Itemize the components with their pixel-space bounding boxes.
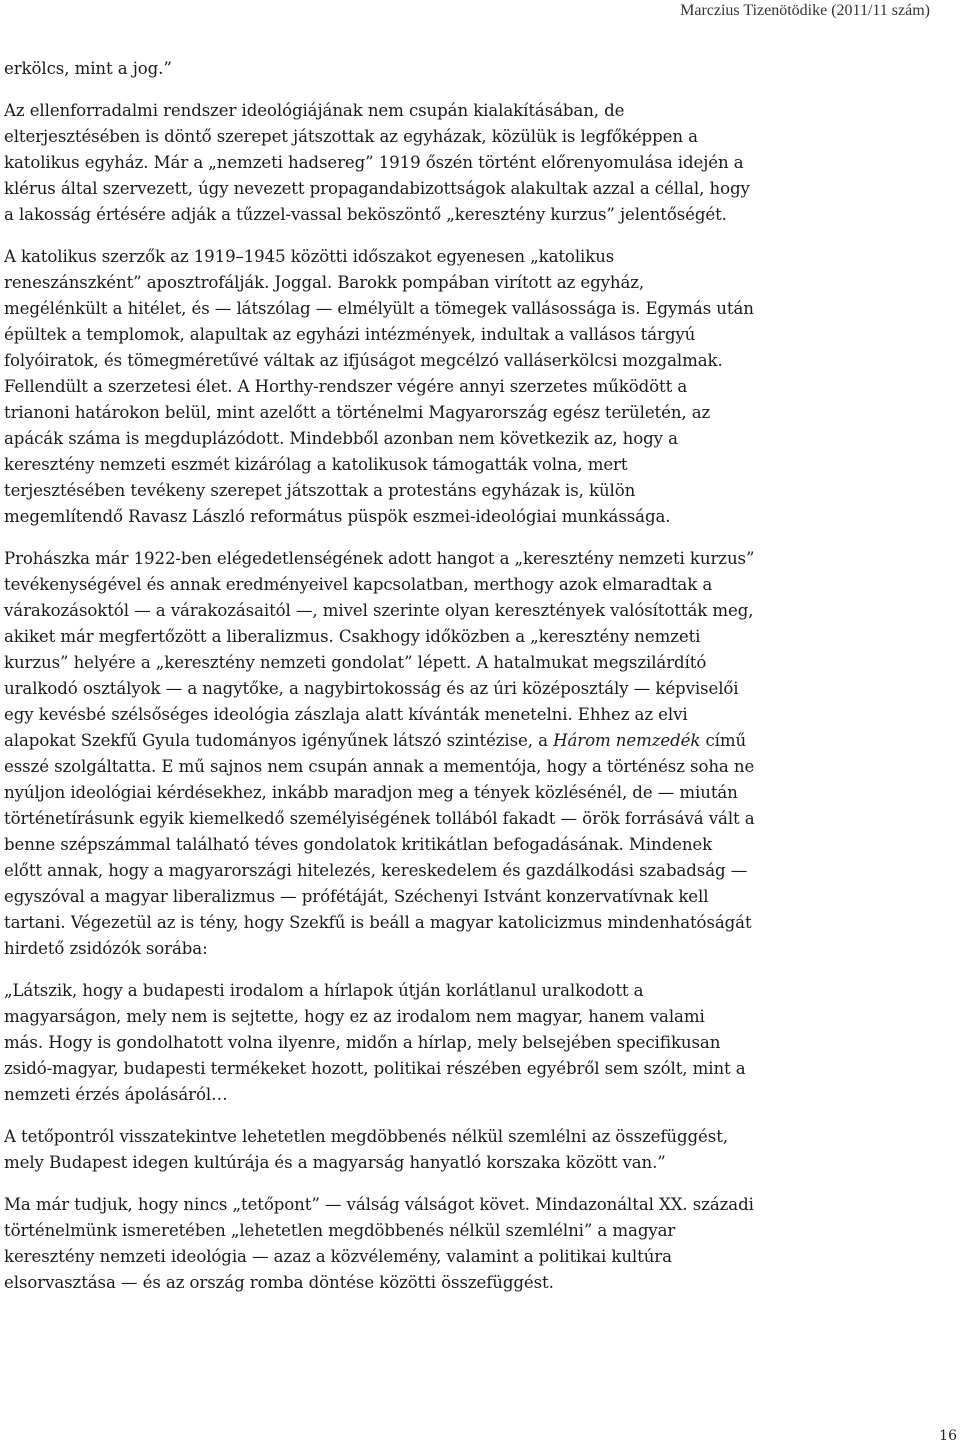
quote-open-mark: „ (4, 981, 13, 1000)
book-title: Három nemzedék (553, 731, 701, 750)
paragraph-7: Ma már tudjuk, hogy nincs „tetőpont” — válság válságot követ. Mindazonáltal XX. századi történelmünk ismeretében „lehetetlen megdöbbenés nélkül szemlélni” a magyar keresztény nemzeti ideológia — azaz a közvélemény, valamint a politikai kultúra elsorvasztása — és az ország romba döntése közötti összefüggést. (4, 1195, 754, 1292)
quote-paragraph-1 (4, 978, 904, 1108)
running-head: Marczius Tizenötödike (2011/11 szám) (680, 2, 930, 19)
page-number: 16 (939, 1428, 957, 1444)
paragraph-4 (4, 546, 904, 962)
article-body (4, 56, 904, 1312)
paragraph-2: Az ellenforradalmi rendszer ideológiájának nem csupán kialakításában, de elterjesztésében is döntő szerepet játszottak az egyházak, közülük is legfőképpen a katolikus egyház. Már a „nemzeti hadsereg” 1919 őszén történt előrenyomulása idején a klérus által szervezett, úgy nevezett propagandabizottságok alakultak azzal a céllal, hogy a lakosság értésére adják a tűzzel-vassal beköszöntő „keresztény kurzus” jelentőségét. (4, 101, 750, 224)
paragraph-3: A katolikus szerzők az 1919–1945 közötti időszakot egyenesen „katolikus reneszánszként” aposztrofálják. Joggal. Barokk pompában virított az egyház, megélénkült a hitélet, és — látszólag — elmélyült a tömegek vallásossága is. Egymás után épültek a templomok, alapultak az egyházi intézmények, indultak a vallásos tárgyú folyóiratok, és tömegméretűvé váltak az ifjúságot megcélzó valláserkölcsi mozgalmak. Fellendült a szerzetesi élet. A Horthy-rendszer végére annyi szerzetes működött a trianoni határokon belül, mint azelőtt a történelmi Magyarország egész területén, az apácák száma is megduplázódott. Mindebből azonban nem következik az, hogy a keresztény nemzeti eszmét kizárólag a katolikusok támogatták volna, mert terjesztésében tevékeny szerepet játszottak a protestáns egyházak is, külön megemlítendő Ravasz László református püspök eszmei-ideológiai munkássága. (4, 247, 754, 526)
quote-text-1: Látszik, hogy a budapesti irodalom a hírlapok útján korlátlanul uralkodott a magyarságon, mely nem is sejtette, hogy ez az irodalom nem magyar, hanem valami más. Hogy is gondolhatott volna ilyenre, midőn a hírlap, mely belsejében specifikusan zsidó-magyar, budapesti termékeket hozott, politikai részében egyébről sem szólt, mint a nemzeti érzés ápolásáról… (4, 981, 746, 1104)
paragraph-1: erkölcs, mint a jog.” (4, 59, 172, 78)
paragraph-4-continuation: című esszé szolgáltatta. E mű sajnos nem csupán annak a mementója, hogy a történész soha ne nyúljon ideológiai kérdésekhez, inkább maradjon meg a tények közlésénél, de — miután történetírásunk egyik kiemelkedő személyiségének tollából fakadt — örök forrásává vált a benne szépszámmal található téves gondolatok kritikátlan befogadásának. Mindenek előtt annak, hogy a magyarországi hitelezés, kereskedelem és gazdálkodási szabadság — egyszóval a magyar liberalizmus — prófétáját, Széchenyi Istvánt konzervatívnak kell tartani. Végezetül az is tény, hogy Szekfű is beáll a magyar katolicizmus mindenhatóságát hirdető zsidózók sorába: (4, 731, 755, 958)
paragraph-4-text: Prohászka már 1922-ben elégedetlenségének adott hangot a „keresztény nemzeti kurzus” tevékenységével és annak eredményeivel kapcsolatban, merthogy azok elmaradtak a várakozásoktól — a várakozásaitól —, mivel szerinte olyan keresztények valósították meg, akiket már megfertőzött a liberalizmus. Csakhogy időközben a „keresztény nemzeti kurzus” helyére a „keresztény nemzeti gondolat” lépett. A hatalmukat megszilárdító uralkodó osztályok — a nagytőke, a nagybirtokosság és az úri középosztály — képviselői egy kevésbé szélsőséges ideológia zászlaja alatt kívánták menetelni. Ehhez az elvi alapokat Szekfű Gyula tudományos igényűnek látszó szintézise, a (4, 549, 755, 750)
quote-paragraph-2: A tetőpontról visszatekintve lehetetlen megdöbbenés nélkül szemlélni az összefüggést, mely Budapest idegen kultúrája és a magyarság hanyatló korszaka között van.” (4, 1127, 728, 1172)
